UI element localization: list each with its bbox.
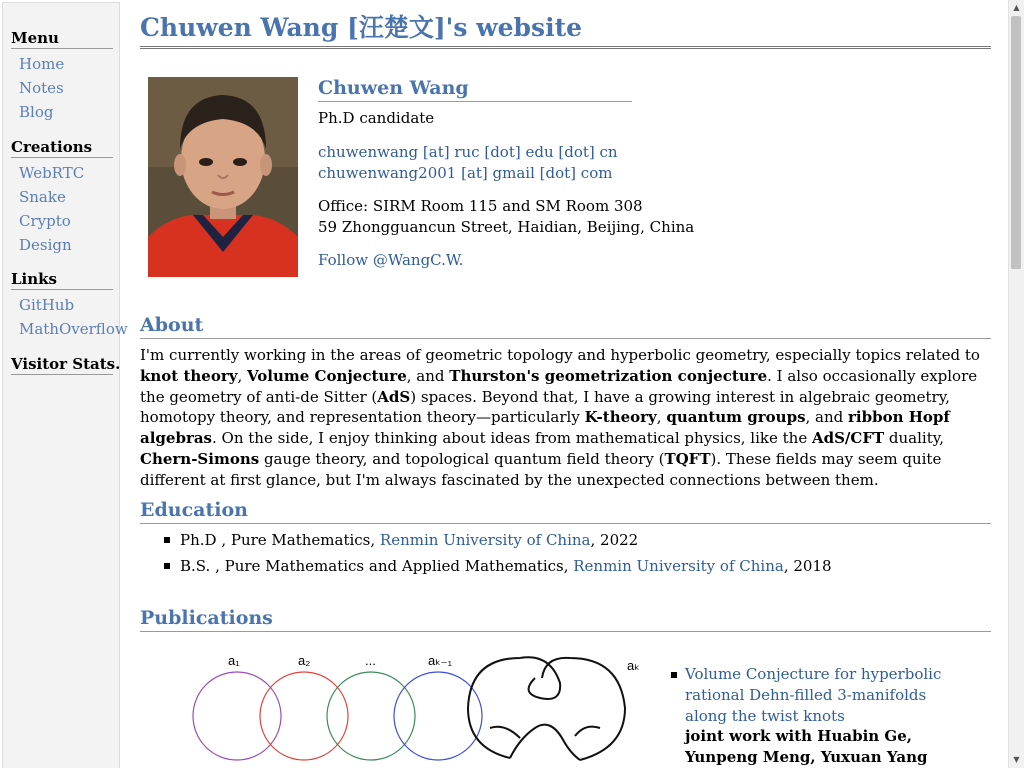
about-bold-ads-cft: AdS/CFT [811, 429, 885, 448]
sidebar-item-notes[interactable]: Notes [19, 79, 64, 97]
sidebar-item-blog[interactable]: Blog [19, 103, 54, 121]
list-item [140, 556, 991, 576]
about-bold-chern-simons: Chern-Simons [140, 449, 260, 468]
about-bold-k-theory: K-theory [584, 408, 657, 427]
sidebar-item-github[interactable]: GitHub [19, 296, 75, 314]
about-text-4: . I also occasionally explore the geometry of anti-de Sitter ( [140, 366, 978, 406]
avatar-photo-icon [148, 77, 298, 277]
triangle-up-icon[interactable]: ▲ [1013, 3, 1020, 12]
education-list [140, 530, 991, 582]
sidebar-menu [11, 29, 113, 121]
sidebar-creations [11, 138, 113, 254]
about-bold-volume-conjecture: Volume Conjecture [247, 366, 407, 385]
education-year: , 2022 [590, 531, 639, 549]
figure-label-a2: a₂ [298, 653, 311, 668]
section-heading-education: Education [140, 498, 991, 524]
email-link-gmail[interactable]: chuwenwang2001 [at] gmail [dot] com [318, 164, 613, 182]
main-content [140, 0, 991, 768]
publication-coauthors: joint work with Huabin Ge, Yunpeng Meng, Yuxuan Yang [685, 727, 928, 767]
list-item [140, 530, 991, 550]
about-text-10: gauge theory, and topological quantum field theory ( [259, 449, 665, 468]
page-scrollbar[interactable] [1008, 0, 1024, 768]
profile-position: Ph.D candidate [318, 109, 435, 127]
address-text: 59 Zhongguancun Street, Haidian, Beijing, China [318, 218, 695, 236]
publication-item [685, 664, 970, 768]
about-text-9: duality, [884, 429, 945, 448]
school-link[interactable]: Renmin University of China [573, 557, 784, 575]
about-text-3: , and [406, 366, 450, 385]
about-bold-ads: AdS [377, 387, 411, 406]
sidebar-heading-visitor-stats[interactable]: Visitor Stats. [11, 355, 121, 373]
figure-label-ak: aₖ [627, 658, 640, 673]
sidebar-item-home[interactable]: Home [19, 55, 65, 73]
about-bold-geometrization: Thurston's geometrization conjecture [449, 366, 768, 385]
figure-label-a1: a₁ [228, 653, 240, 668]
sidebar-item-snake[interactable]: Snake [19, 188, 66, 206]
sidebar-item-crypto[interactable]: Crypto [19, 212, 71, 230]
about-paragraph [140, 345, 991, 491]
profile-card [318, 76, 695, 271]
publication-title-link[interactable]: Volume Conjecture for hyperbolic rational Dehn-filled 3-manifolds along the twist knots [685, 665, 942, 725]
about-text-8: . On the side, I enjoy thinking about ideas from mathematical physics, like the [212, 429, 812, 448]
about-bold-tqft: TQFT [664, 449, 711, 468]
section-heading-about: About [140, 313, 991, 339]
office-text: Office: SIRM Room 115 and SM Room 308 [318, 197, 643, 215]
figure-label-ak-1: aₖ₋₁ [428, 653, 453, 668]
twist-knot-diagram-icon [190, 648, 700, 768]
sidebar-item-design[interactable]: Design [19, 236, 72, 254]
about-text-6: , [656, 408, 667, 427]
section-heading-publications: Publications [140, 606, 991, 632]
site-title: Chuwen Wang [汪楚文]'s website [140, 12, 991, 49]
scrollbar-thumb[interactable] [1011, 16, 1021, 269]
education-year: , 2018 [783, 557, 832, 575]
figure-label-ellipsis: ... [365, 653, 376, 668]
sidebar-heading-creations: Creations [11, 138, 113, 158]
education-degree-phd: Ph.D , Pure Mathematics, [180, 531, 380, 549]
sidebar-heading-links: Links [11, 270, 113, 290]
about-bold-knot-theory: knot theory [140, 366, 238, 385]
about-text-5: ) spaces. Beyond that, I have a growing interest in algebraic geometry, homotopy theory, and representation theory—particularly [140, 387, 950, 427]
follow-link[interactable]: Follow @WangC.W. [318, 251, 464, 269]
about-bold-quantum-groups: quantum groups [666, 408, 806, 427]
email-link-ruc[interactable]: chuwenwang [at] ruc [dot] edu [dot] cn [318, 143, 618, 161]
sidebar-item-mathoverflow[interactable]: MathOverflow [19, 320, 128, 338]
sidebar [2, 2, 128, 768]
school-link[interactable]: Renmin University of China [379, 531, 591, 549]
sidebar-links [11, 270, 128, 338]
triangle-down-icon[interactable]: ▼ [1013, 755, 1020, 764]
sidebar-item-webrtc[interactable]: WebRTC [19, 164, 85, 182]
about-text-11: ). These fields may seem quite different at first glance, but I'm always fascinated by the unexpected connections between them. [140, 449, 942, 489]
about-text-1: I'm currently working in the areas of geometric topology and hyperbolic geometry, especially topics related to [140, 346, 980, 364]
avatar [148, 77, 298, 277]
sidebar-heading-menu: Menu [11, 29, 113, 49]
about-text-2: , [237, 366, 248, 385]
publication-figure [190, 648, 700, 768]
education-degree-bs: B.S. , Pure Mathematics and Applied Mathematics, [180, 557, 574, 575]
profile-name: Chuwen Wang [318, 76, 632, 102]
about-text-7: , and [805, 408, 849, 427]
about-bold-ribbon-hopf: ribbon Hopf algebras [140, 408, 950, 448]
sidebar-visitor [11, 355, 121, 375]
